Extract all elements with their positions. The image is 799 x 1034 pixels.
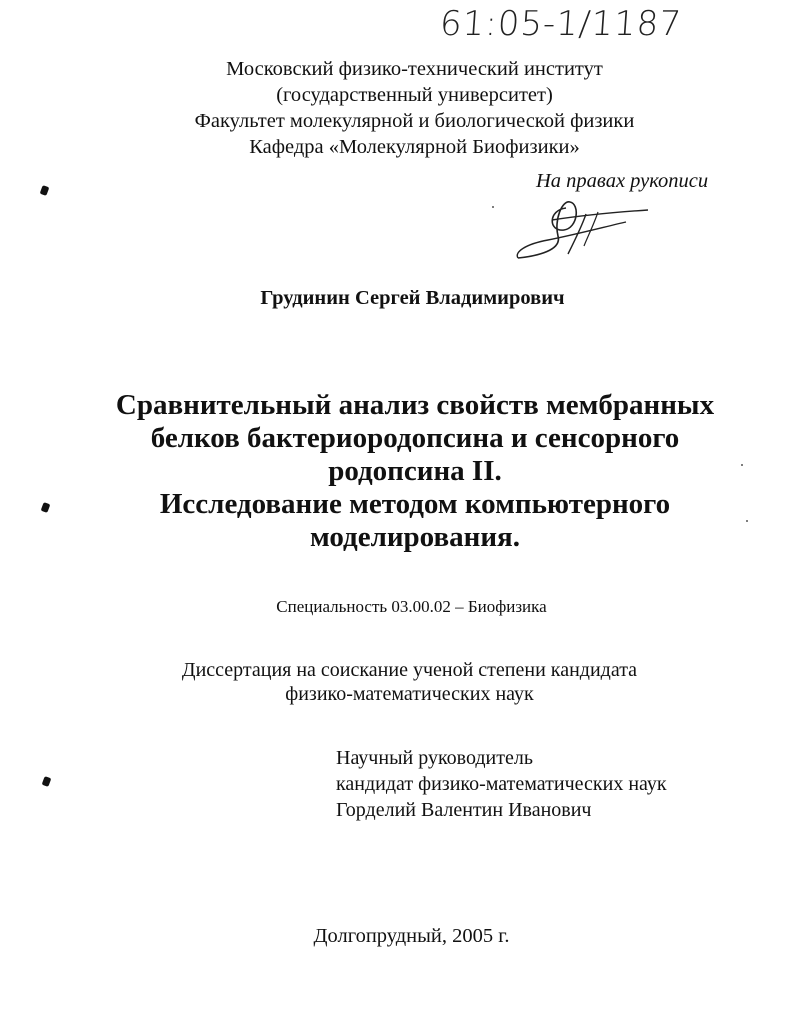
scan-speck: [746, 520, 748, 522]
specialty: Специальность 03.00.02 – Биофизика: [276, 597, 547, 616]
title-line: Исследование методом компьютерного: [159, 488, 671, 520]
handwritten-signature: [508, 196, 658, 268]
scan-speck: [492, 206, 494, 208]
city-year: Долгопрудный, 2005 г.: [313, 925, 510, 947]
degree-line: физико-математических наук: [285, 683, 534, 705]
institution-name: Московский физико-технический институт: [226, 58, 603, 80]
scan-mark: [41, 502, 51, 513]
advisor-name: Горделий Валентин Иванович: [336, 799, 592, 821]
title-line: родопсина II.: [328, 455, 502, 487]
advisor-block: [336, 745, 667, 823]
faculty-name: Факультет молекулярной и биологической физики: [194, 110, 635, 132]
scan-speck: [741, 464, 743, 466]
institution-status: (государственный университет): [276, 84, 553, 106]
title-line: моделирования.: [310, 521, 520, 553]
title-line: Сравнительный анализ свойств мембранных: [115, 389, 715, 421]
manuscript-rights-note: На правах рукописи: [536, 170, 709, 192]
title-line: белков бактериородопсина и сенсорного: [150, 422, 680, 454]
advisor-label: Научный руководитель: [336, 747, 533, 769]
scan-mark: [40, 185, 50, 196]
advisor-degree: кандидат физико-математических наук: [336, 773, 667, 795]
department-name: Кафедра «Молекулярной Биофизики»: [249, 136, 580, 158]
institution-block: [0, 56, 799, 160]
author-name: Грудинин Сергей Владимирович: [260, 287, 565, 309]
handwritten-archive-number: 61:05-1/1187: [438, 4, 684, 44]
scan-mark: [42, 776, 52, 787]
dissertation-degree: [0, 658, 799, 706]
dissertation-title: [100, 389, 730, 554]
degree-line: Диссертация на соискание ученой степени кандидата: [181, 659, 638, 681]
